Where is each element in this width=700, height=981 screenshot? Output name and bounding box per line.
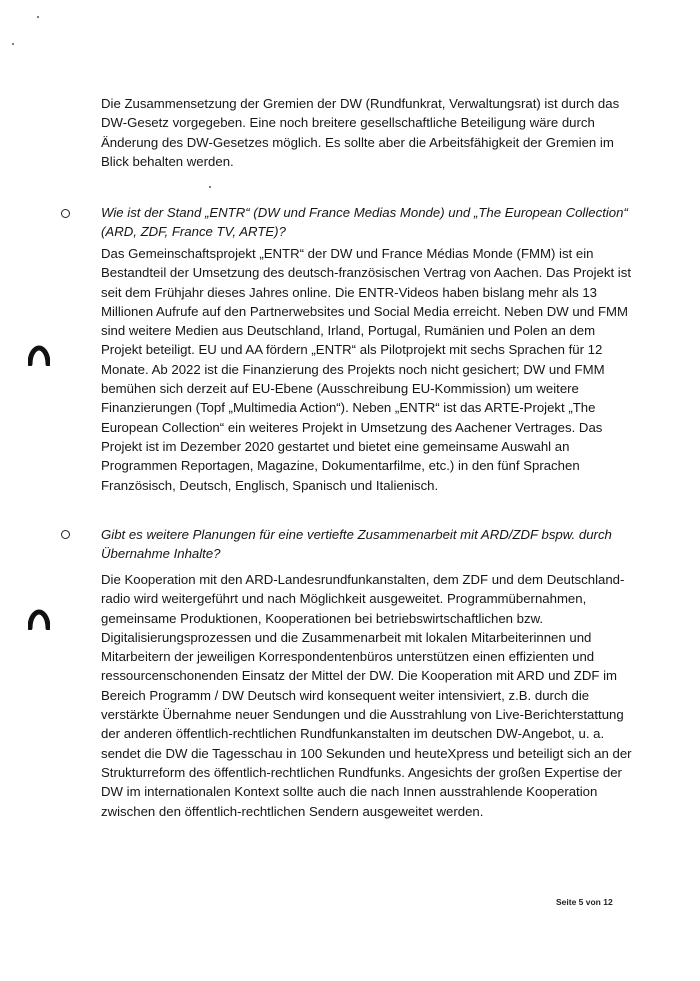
intro-line: Die Zusammensetzung der Gremien der DW (Rundfunkrat, Verwaltungsrat) ist durch das [101, 96, 620, 111]
answer-line: radio wird weitergeführt und nach Möglichkeit ausgeweitet. Programmübernahmen, [101, 591, 587, 607]
answer-line: Millionen Aufrufe auf den Partnerwebsites und Social Media erreicht. Neben DW und FMM [101, 303, 629, 319]
scan-speck [37, 16, 39, 18]
answer-line: zwischen den öffentlich-rechtlichen Sendern ausgeweitet werden. [101, 803, 484, 819]
intro-paragraph [101, 94, 629, 171]
question-line: Übernahme Inhalte? [101, 546, 221, 562]
answer-line: Mitarbeitern der jeweiligen Korrespondentenbüros unterstützen einen effizienten und [101, 649, 595, 665]
answer-line: Das Gemeinschaftsprojekt „ENTR“ der DW und France Médias Monde (FMM) ist ein [101, 246, 594, 261]
bullet-circle-icon [61, 209, 70, 218]
bullet-circle-icon [61, 530, 70, 539]
answer-line: Projekt ist im Dezember 2020 gestartet und bietet eine gemeinsame Auswahl an [101, 438, 570, 454]
answer-line: der anderen öffentlich-rechtlichen Rundfunkanstalten im deutschen DW-Angebot, u. a. [101, 726, 605, 742]
question-line: Wie ist der Stand „ENTR“ (DW und France Medias Monde) und „The European Collection“ [101, 205, 628, 220]
intro-line: Blick behalten werden. [101, 153, 234, 169]
scan-speck [12, 43, 14, 45]
answer-line: Strukturreform des öffentlich-rechtlichen Rundfunks. Angesichts der großen Expertise der [101, 764, 622, 780]
answer-line: Bestandteil der Umsetzung des deutsch-französischen Vertrag von Aachen. Das Projekt ist [101, 265, 631, 281]
question-ard-zdf [101, 525, 629, 564]
answer-line: Bereich Programm / DW Deutsch wird konsequent weiter intensiviert, z.B. durch die [101, 687, 590, 703]
answer-line: seit dem Frühjahr dieses Jahres online. Die ENTR-Videos haben bislang mehr als 13 [101, 284, 598, 300]
page-number: Seite 5 von 12 [556, 897, 613, 907]
scan-speck [209, 186, 211, 188]
answer-line: verstärkte Übernahme neuer Sendungen und die Ausstrahlung von Live-Berichterstattung [101, 707, 624, 723]
margin-arch-icon [28, 608, 50, 630]
question-line: Gibt es weitere Planungen für eine vertiefte Zusammenarbeit mit ARD/ZDF bspw. durch [101, 527, 612, 542]
answer-line: Projekt beteiligt. EU und AA fördern „ENTR“ als Pilotprojekt mit sechs Sprachen für 12 [101, 342, 603, 358]
answer-line: DW im internationalen Kontext sollte auch die nach Innen ausstrahlende Kooperation [101, 784, 598, 800]
answer-line: Französisch, Deutsch, Englisch, Spanisch und Italienisch. [101, 477, 439, 493]
answer-line: bemühen sich derzeit auf EU-Ebene (Ausschreibung EU-Kommission) um weitere [101, 381, 579, 397]
answer-line: sind weitere Medien aus Deutschland, Irland, Portugal, Rumänien und Polen an dem [101, 323, 596, 339]
question-entr [101, 203, 629, 242]
intro-line: DW-Gesetz vorgegeben. Eine noch breitere gesellschaftliche Beteiligung wäre durch [101, 115, 595, 131]
answer-line: Die Kooperation mit den ARD-Landesrundfunkanstalten, dem ZDF und dem Deutschland- [101, 572, 625, 587]
question-line: (ARD, ZDF, France TV, ARTE)? [101, 224, 286, 240]
answer-line: European Collection“ ein weiteres Projekt in Umsetzung des Aachener Vertrages. Das [101, 419, 603, 435]
answer-line: ressourcenschonenden Einsatz der Mittel der DW. Die Kooperation mit ARD und ZDF im [101, 668, 617, 684]
answer-line: Monate. Ab 2022 ist die Finanzierung des Projekts noch nicht gesichert; DW und FMM [101, 361, 605, 377]
answer-line: gemeinsame Produktionen, Kooperationen bei betriebswirtschaftlichen bzw. [101, 610, 544, 626]
intro-line: Änderung des DW-Gesetzes möglich. Es sollte aber die Arbeitsfähigkeit der Gremien im [101, 134, 614, 150]
answer-ard-zdf [101, 570, 632, 821]
answer-entr [101, 244, 629, 495]
answer-line: Finanzierungen (Topf „Multimedia Action“). Neben „ENTR“ ist das ARTE-Projekt „The [101, 400, 596, 416]
answer-line: sendet die DW die Tagesschau in 100 Sekunden und heuteXpress und beteiligt sich an der [101, 745, 632, 761]
margin-arch-icon [28, 344, 50, 366]
answer-line: Programmen Reportagen, Magazine, Dokumentarfilme, etc.) in den fünf Sprachen [101, 458, 580, 474]
answer-line: Digitalisierungsprozessen und die Zusammenarbeit mit lokalen Mitarbeiterinnen und [101, 629, 592, 645]
